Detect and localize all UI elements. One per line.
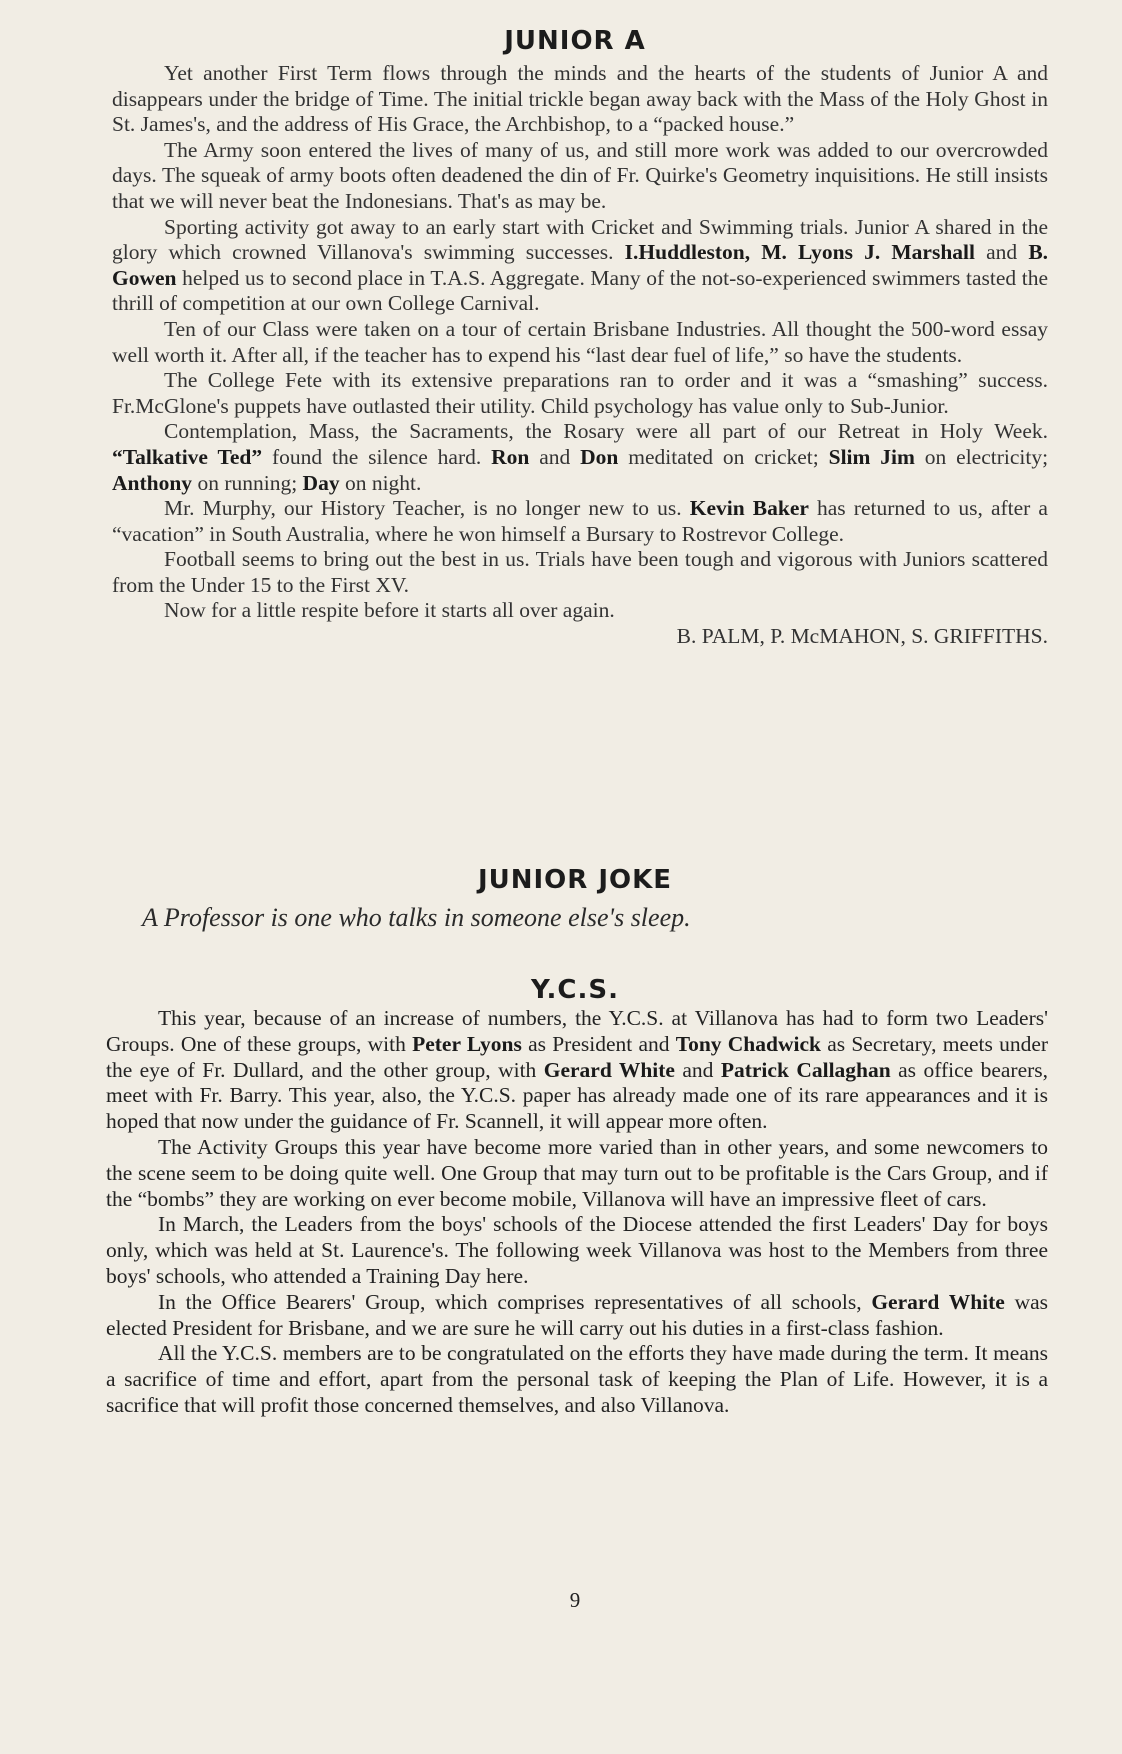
junior-a-heading: JUNIOR A — [504, 26, 646, 56]
member-name: Tony Chadwick — [675, 1031, 821, 1056]
text: and — [539, 444, 571, 469]
text: Contemplation, Mass, the Sacraments, the Rosary were all part of our Retreat in Holy Week. — [164, 419, 1048, 444]
text: on night. — [344, 470, 422, 495]
text: was elected President for Brisbane, and we are sure he will carry out his duties in a first-class fashion. — [106, 1289, 1049, 1340]
junior-a-paragraph — [112, 419, 1048, 496]
junior-a-paragraph: Yet another First Term flows through the minds and the hearts of the students of Junior A and disappears under the bridge of Time. The initial trickle began away back with the Mass of the Holy Ghost in St. James's, and the address of His Grace, the Archbishop, to a “packed house.” — [112, 61, 1048, 137]
member-name: Patrick Callaghan — [720, 1057, 891, 1082]
ycs-heading: Y.C.S. — [531, 975, 619, 1005]
junior-a-paragraph — [112, 215, 1048, 317]
junior-a-paragraph: Now for a little respite before it starts all over again. — [164, 598, 615, 623]
member-name: Peter Lyons — [412, 1031, 522, 1056]
junior-a-paragraph: Football seems to bring out the best in us. Trials have been tough and vigorous with Juniors scattered from the Under 15 to the First XV. — [112, 547, 1048, 597]
junior-a-paragraph: The College Fete with its extensive preparations ran to order and it was a “smashing” success. Fr.McGlone's puppets have outlasted their utility. Child psychology has value only to Sub-Junior. — [112, 368, 1048, 418]
ycs-paragraph — [106, 1006, 1048, 1135]
text: This year, because of an increase of numbers, the Y.C.S. at Villanova has had to form two Leaders' Groups. One of these groups, with — [106, 1006, 1048, 1056]
junior-joke-heading: JUNIOR JOKE — [477, 865, 673, 895]
text: on running; — [197, 470, 298, 495]
student-name: Slim Jim — [828, 444, 915, 469]
member-name: Gerard White — [543, 1057, 675, 1082]
student-name: “Talkative Ted” — [112, 444, 263, 469]
ycs-paragraph — [106, 1290, 1048, 1342]
text: In the Office Bearers' Group, which comprises representatives of all schools, — [158, 1289, 862, 1314]
junior-joke-text: A Professor is one who talks in someone else's sleep. — [142, 903, 691, 932]
ycs-paragraph: All the Y.C.S. members are to be congratulated on the efforts they have made during the term. It means a sacrifice of time and effort, apart from the personal task of keeping the Plan of Life. However, it is a sacrifice that will profit those concerned themselves, and also Villanova. — [106, 1341, 1048, 1417]
text: helped us to second place in T.A.S. Aggregate. Many of the not-so-experienced swimmers tasted the thrill of competition at our own College Carnival. — [112, 265, 1049, 316]
student-name: Day — [302, 470, 340, 495]
text: Mr. Murphy, our History Teacher, is no longer new to us. — [164, 496, 682, 521]
text: and — [986, 240, 1018, 265]
junior-a-body — [112, 61, 1048, 650]
author-signature: B. PALM, P. McMAHON, S. GRIFFITHS. — [676, 624, 1048, 649]
text: Sporting activity got away to an early start with Cricket and Swimming trials. Junior A shared in the glory which crowned Villanova's swimming successes. — [112, 214, 1048, 265]
member-name: Gerard White — [871, 1289, 1005, 1314]
student-name: Kevin Baker — [689, 496, 809, 521]
text: meditated on cricket; — [628, 444, 819, 469]
text: as Secretary, meets under the eye of Fr. Dullard, and the other group, with — [106, 1031, 1049, 1082]
junior-a-paragraph: Ten of our Class were taken on a tour of certain Brisbane Industries. All thought the 500-word essay well worth it. After all, if the teacher has to expend his “last dear fuel of life,” so have the students. — [112, 316, 1048, 367]
text: has returned to us, after a “vacation” in South Australia, where he won himself a Bursary to Rostrevor College. — [112, 496, 1048, 546]
ycs-body — [106, 1006, 1048, 1419]
ycs-paragraph: In March, the Leaders from the boys' schools of the Diocese attended the first Leaders' Day for boys only, which was held at St. Laurence's. The following week Villanova was host to the Members from three boys' schools, who attended a Training Day here. — [106, 1212, 1048, 1288]
student-names: I.Huddleston, M. Lyons J. Marshall — [624, 240, 975, 265]
text: as office bearers, meet with Fr. Barry. This year, also, the Y.C.S. paper has already made one of its rare appearances and it is hoped that now under the guidance of Fr. Scannell, it will appear more often. — [106, 1057, 1049, 1134]
text: found the silence hard. — [271, 444, 482, 469]
junior-a-paragraph — [112, 496, 1048, 547]
text: on electricity; — [924, 444, 1049, 469]
student-name: B. Gowen — [112, 240, 1049, 290]
student-name: Ron — [491, 444, 530, 469]
text: and — [682, 1057, 714, 1082]
student-name: Anthony — [112, 470, 193, 495]
ycs-paragraph: The Activity Groups this year have become more varied than in other years, and some newcomers to the scene seem to be doing quite well. One Group that may turn out to be profitable is the Cars Group, and if the “bombs” they are working on ever become mobile, Villanova will have an impressive fleet of cars. — [106, 1134, 1048, 1211]
student-name: Don — [580, 444, 619, 469]
text: as President and — [528, 1031, 670, 1056]
junior-a-paragraph: The Army soon entered the lives of many of us, and still more work was added to our overcrowded days. The squeak of army boots often deadened the din of Fr. Quirke's Geometry inquisitions. He still insists that we will never beat the Indonesians. That's as may be. — [112, 137, 1048, 213]
page-number: 9 — [569, 1588, 581, 1612]
